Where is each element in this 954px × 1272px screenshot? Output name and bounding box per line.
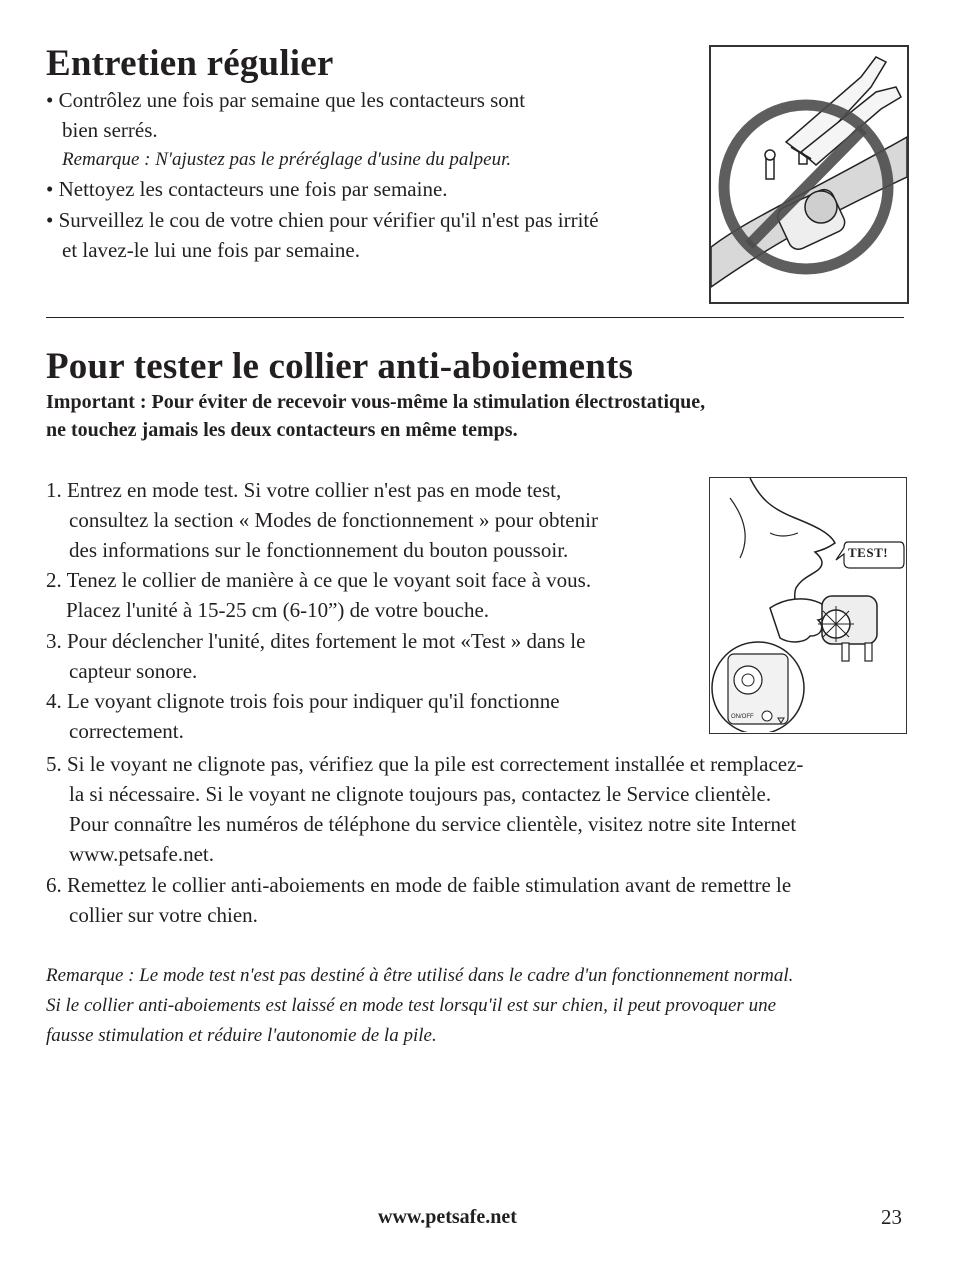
section-title-testing: Pour tester le collier anti-aboiements xyxy=(46,346,634,387)
important-warning: Important : Pour éviter de recevoir vous-même la stimulation électrostatique, xyxy=(46,391,706,413)
on-off-label: ON/OFF xyxy=(731,714,754,720)
step-6-line-2: collier sur votre chien. xyxy=(69,903,258,927)
step-3-line-1: 3. Pour déclencher l'unité, dites fortement le mot «Test » dans le xyxy=(46,629,586,653)
page-number: 23 xyxy=(881,1205,902,1229)
bullet-check-neck-cont: et lavez-le lui une fois par semaine. xyxy=(62,238,360,262)
step-1-line-1: 1. Entrez en mode test. Si votre collier n'est pas en mode test, xyxy=(46,478,562,502)
bullet-contacts-tight: • Contrôlez une fois par semaine que les contacteurs sont xyxy=(46,88,526,112)
footer-url: www.petsafe.net xyxy=(378,1206,517,1228)
step-1-line-3: des informations sur le fonctionnement du bouton poussoir. xyxy=(69,538,569,562)
maintenance-note: Remarque : N'ajustez pas le préréglage d'usine du palpeur. xyxy=(62,149,512,170)
bullet-check-neck: • Surveillez le cou de votre chien pour vérifier qu'il n'est pas irrité xyxy=(46,208,599,232)
step-1-line-2: consultez la section « Modes de fonctionnement » pour obtenir xyxy=(69,508,598,532)
test-mode-note-line-2: Si le collier anti-aboiements est laissé en mode test lorsqu'il est sur chien, il peut provoquer une xyxy=(46,995,776,1016)
test-collar-illustration xyxy=(709,477,907,734)
no-pliers-illustration xyxy=(709,45,909,304)
no-pliers-icon xyxy=(711,47,907,302)
step-2-line-1: 2. Tenez le collier de manière à ce que le voyant soit face à vous. xyxy=(46,568,592,592)
bullet-contacts-tight-cont: bien serrés. xyxy=(62,118,158,142)
step-3-line-2: capteur sonore. xyxy=(69,659,198,683)
step-6-line-1: 6. Remettez le collier anti-aboiements en mode de faible stimulation avant de remettre le xyxy=(46,873,792,897)
test-mode-note-line-3: fausse stimulation et réduire l'autonomie de la pile. xyxy=(46,1025,437,1046)
step-2-line-2: Placez l'unité à 15-25 cm (6-10”) de votre bouche. xyxy=(66,598,490,622)
step-5-line-4: www.petsafe.net. xyxy=(69,842,215,866)
step-5-line-1: 5. Si le voyant ne clignote pas, vérifiez que la pile est correctement installée et remplacez- xyxy=(46,752,804,776)
test-mode-note-line-1: Remarque : Le mode test n'est pas destiné à être utilisé dans le cadre d'un fonctionnement normal. xyxy=(46,965,794,986)
step-5-line-2: la si nécessaire. Si le voyant ne clignote toujours pas, contactez le Service clientèle. xyxy=(69,782,772,806)
bullet-clean-contacts: • Nettoyez les contacteurs une fois par semaine. xyxy=(46,177,448,201)
important-warning-cont: ne touchez jamais les deux contacteurs en même temps. xyxy=(46,419,518,441)
step-5-line-3: Pour connaître les numéros de téléphone du service clientèle, visitez notre site Internet xyxy=(69,812,797,836)
step-4-line-2: correctement. xyxy=(69,719,184,743)
person-speaking-icon xyxy=(710,478,905,732)
section-divider xyxy=(46,317,904,318)
step-4-line-1: 4. Le voyant clignote trois fois pour indiquer qu'il fonctionne xyxy=(46,689,560,713)
speech-bubble-text: TEST! xyxy=(848,545,889,560)
section-title-maintenance: Entretien régulier xyxy=(46,43,334,84)
